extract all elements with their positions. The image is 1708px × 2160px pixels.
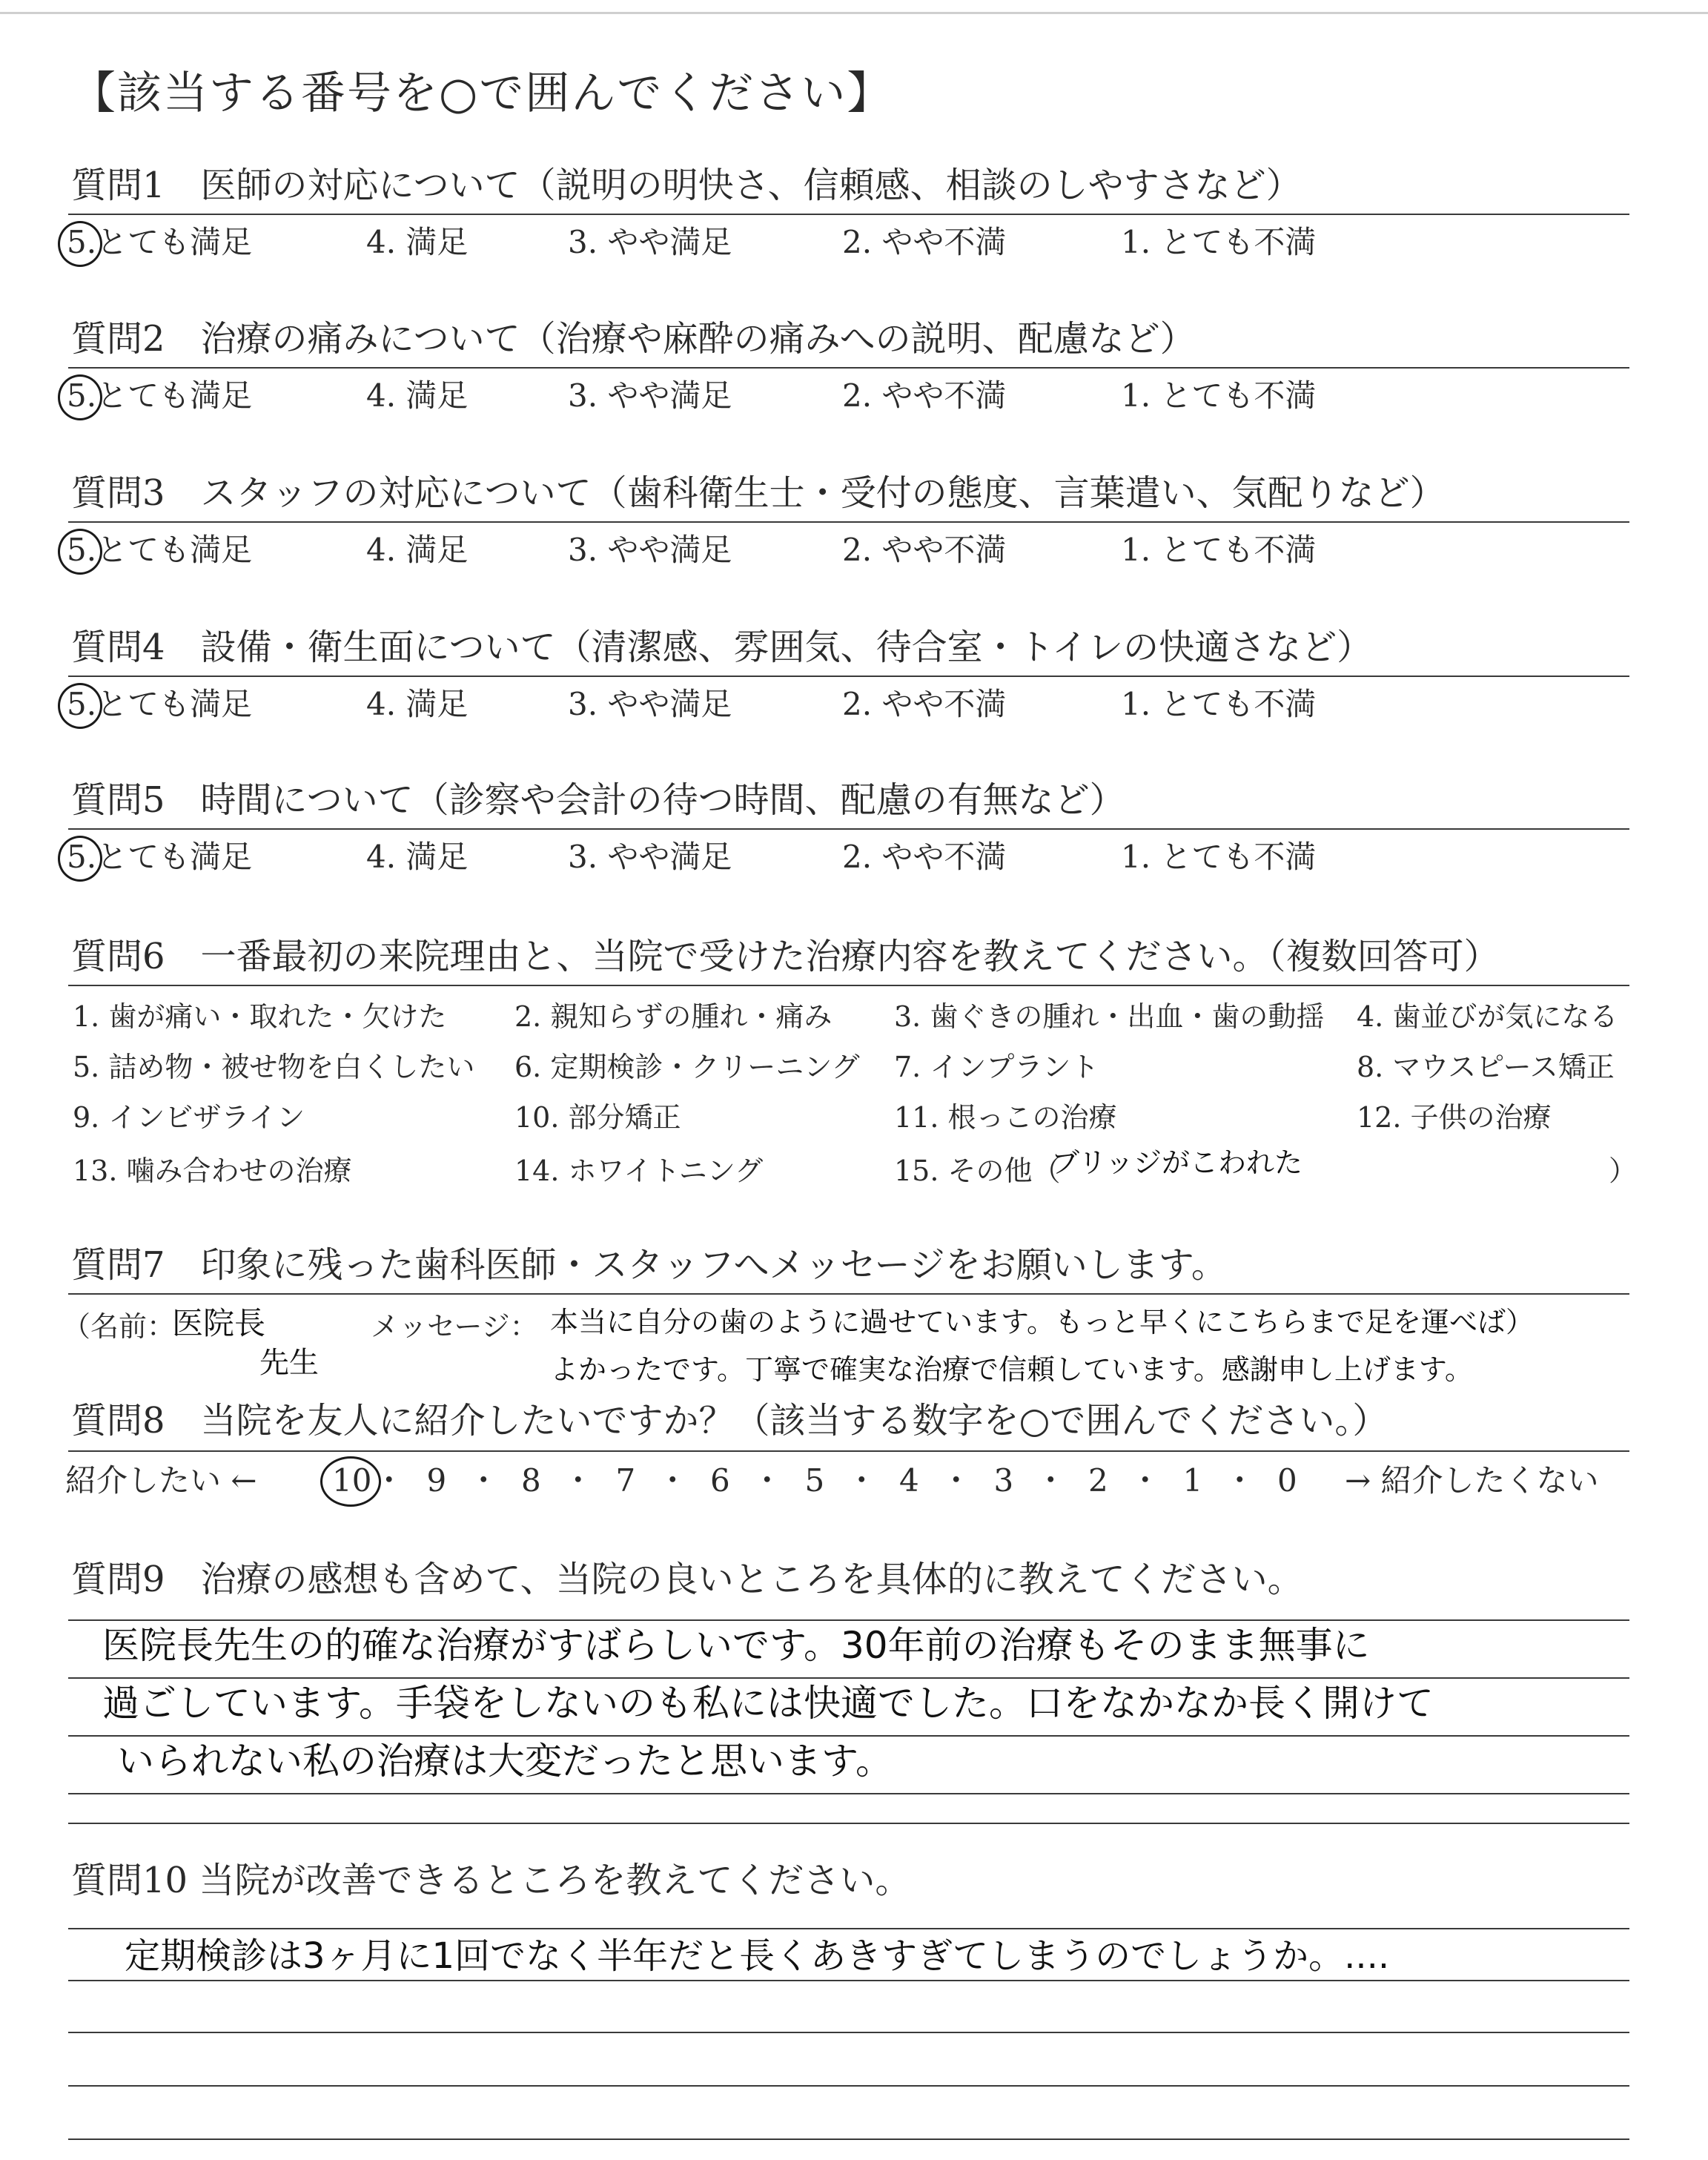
q2-option-4[interactable]: 4. 満足	[366, 377, 469, 414]
q7-name-label: （名前：	[62, 1310, 176, 1343]
q9-rule-5	[68, 1823, 1629, 1824]
q5-option-5[interactable]: 5.とても満足	[67, 839, 253, 875]
q6-option[interactable]: 7. インプラント	[894, 1051, 1099, 1083]
q8-scale-value[interactable]: 9	[426, 1462, 447, 1499]
q8-scale-separator: ・	[657, 1462, 689, 1499]
q5-option-3[interactable]: 3. やや満足	[568, 839, 732, 875]
q8-scale-value[interactable]: 1	[1182, 1462, 1203, 1499]
q3-option-5[interactable]: 5.とても満足	[67, 532, 253, 568]
q8-scale-separator: ・	[751, 1462, 783, 1499]
q6-option[interactable]: 2. 親知らずの腫れ・痛み	[514, 1000, 833, 1033]
q7-name-value[interactable]: 医院長	[172, 1305, 266, 1341]
q7-name-value-suffix[interactable]: 先生	[259, 1346, 319, 1380]
q6-other-answer[interactable]: ブリッジがこわれた	[1051, 1146, 1302, 1179]
q9-rule-4	[68, 1793, 1629, 1794]
q1-label: 質問1 医師の対応について（説明の明快さ、信頼感、相談のしやすさなど）	[71, 165, 1302, 206]
q4-option-3[interactable]: 3. やや満足	[568, 686, 732, 722]
page-title: 【該当する番号を○で囲んでください】	[71, 67, 893, 119]
q5-rule	[68, 828, 1629, 830]
q5-option-1[interactable]: 1. とても不満	[1121, 839, 1317, 875]
q10-rule-1	[68, 1928, 1629, 1929]
q5-selected-circle	[58, 836, 102, 882]
q6-other-close: ）	[1609, 1155, 1638, 1187]
q8-scale-separator: ・	[846, 1462, 878, 1499]
q3-rule	[68, 521, 1629, 523]
q8-scale-value[interactable]: 4	[899, 1462, 919, 1499]
top-edge-line	[0, 12, 1708, 14]
q5-label: 質問5 時間について（診察や会計の待つ時間、配慮の有無など）	[71, 779, 1125, 821]
q9-label: 質問9 治療の感想も含めて、当院の良いところを具体的に教えてください。	[71, 1559, 1303, 1600]
q3-option-3[interactable]: 3. やや満足	[568, 532, 732, 568]
q6-option[interactable]: 9. インビザライン	[73, 1101, 305, 1134]
q9-rule-3	[68, 1735, 1629, 1737]
q10-rule-5	[68, 2138, 1629, 2140]
q9-rule-2	[68, 1677, 1629, 1679]
q8-scale-separator: ・	[373, 1462, 405, 1499]
q8-right-label: → 紹介したくない	[1345, 1462, 1599, 1499]
q6-option[interactable]: 14. ホワイトニング	[514, 1155, 764, 1187]
q4-rule	[68, 676, 1629, 677]
q7-message-line2[interactable]: よかったです。丁寧で確実な治療で信頼しています。感謝申し上げます。	[550, 1353, 1473, 1386]
q3-option-4[interactable]: 4. 満足	[366, 532, 469, 568]
q6-option[interactable]: 10. 部分矯正	[514, 1101, 681, 1134]
q8-scale-separator: ・	[1035, 1462, 1067, 1499]
q6-option[interactable]: 6. 定期検診・クリーニング	[514, 1051, 860, 1083]
q5-option-4[interactable]: 4. 満足	[366, 839, 469, 875]
q9-answer-line1[interactable]: 医院長先生の的確な治療がすばらしいです。30年前の治療もそのまま無事に	[102, 1624, 1370, 1667]
q8-scale-separator: ・	[1224, 1462, 1256, 1499]
q10-rule-4	[68, 2085, 1629, 2087]
q10-rule-3	[68, 2032, 1629, 2033]
q8-label: 質問8 当院を友人に紹介したいですか？（該当する数字を○で囲んでください。）	[71, 1400, 1388, 1441]
q6-option[interactable]: 8. マウスピース矯正	[1357, 1051, 1615, 1083]
q2-option-1[interactable]: 1. とても不満	[1121, 377, 1317, 414]
q6-label: 質問6 一番最初の来院理由と、当院で受けた治療内容を教えてください。（複数回答可）	[71, 936, 1500, 977]
q1-option-4[interactable]: 4. 満足	[366, 224, 469, 260]
q10-answer-line1[interactable]: 定期検診は3ヶ月に1回でなく半年だと長くあきすぎてしまうのでしょうか。....	[125, 1935, 1390, 1977]
q1-selected-circle	[58, 221, 102, 267]
q6-option[interactable]: 15. その他（	[894, 1155, 1061, 1187]
q8-rule	[68, 1450, 1629, 1452]
q8-scale-separator: ・	[1129, 1462, 1161, 1499]
q3-option-2[interactable]: 2. やや不満	[842, 532, 1007, 568]
q9-rule-1	[68, 1619, 1629, 1621]
q2-rule	[68, 367, 1629, 369]
q10-rule-2	[68, 1980, 1629, 1981]
q2-option-5[interactable]: 5.とても満足	[67, 377, 253, 414]
q1-option-5[interactable]: 5.とても満足	[67, 224, 253, 260]
q2-option-3[interactable]: 3. やや満足	[568, 377, 732, 414]
q6-option[interactable]: 11. 根っこの治療	[894, 1101, 1117, 1134]
q1-option-3[interactable]: 3. やや満足	[568, 224, 732, 260]
q4-option-5[interactable]: 5.とても満足	[67, 686, 253, 722]
q6-option[interactable]: 1. 歯が痛い・取れた・欠けた	[73, 1000, 447, 1033]
q2-selected-circle	[58, 374, 102, 420]
q8-scale-value[interactable]: 8	[521, 1462, 541, 1499]
q8-selected-circle	[320, 1456, 381, 1507]
q2-label: 質問2 治療の痛みについて（治療や麻酔の痛みへの説明、配慮など）	[71, 318, 1196, 360]
q4-option-1[interactable]: 1. とても不満	[1121, 686, 1317, 722]
q4-selected-circle	[58, 683, 102, 729]
q7-message-line1[interactable]: 本当に自分の歯のように過せています。もっと早くにこちらまで足を運べば）	[550, 1306, 1534, 1338]
q6-option[interactable]: 4. 歯並びが気になる	[1357, 1000, 1618, 1033]
q6-rule	[68, 985, 1629, 986]
q3-selected-circle	[58, 529, 102, 575]
q6-option[interactable]: 5. 詰め物・被せ物を白くしたい	[73, 1051, 475, 1083]
q10-label: 質問10 当院が改善できるところを教えてください。	[71, 1860, 911, 1901]
q6-option[interactable]: 12. 子供の治療	[1357, 1101, 1552, 1134]
q1-option-1[interactable]: 1. とても不満	[1121, 224, 1317, 260]
q8-scale-separator: ・	[468, 1462, 500, 1499]
q6-option[interactable]: 3. 歯ぐきの腫れ・出血・歯の動揺	[894, 1000, 1325, 1033]
q1-option-2[interactable]: 2. やや不満	[842, 224, 1007, 260]
q4-option-4[interactable]: 4. 満足	[366, 686, 469, 722]
q9-answer-line3[interactable]: いられない私の治療は大変だったと思います。	[117, 1740, 893, 1783]
q7-message-label: メッセージ：	[371, 1310, 538, 1343]
q8-scale-value[interactable]: 0	[1277, 1462, 1297, 1499]
q9-answer-line2[interactable]: 過ごしています。手袋をしないのも私には快適でした。口をなかなか長く開けて	[102, 1682, 1434, 1725]
q8-scale-value[interactable]: 10	[332, 1462, 372, 1499]
q8-scale-value[interactable]: 6	[710, 1462, 730, 1499]
q5-option-2[interactable]: 2. やや不満	[842, 839, 1007, 875]
q7-rule	[68, 1293, 1629, 1295]
q3-label: 質問3 スタッフの対応について（歯科衛生士・受付の態度、言葉遣い、気配りなど）	[71, 472, 1446, 514]
q8-left-label: 紹介したい ←	[65, 1462, 257, 1499]
q8-scale-value[interactable]: 3	[993, 1462, 1014, 1499]
q4-label: 質問4 設備・衛生面について（清潔感、雰囲気、待合室・トイレの快適さなど）	[71, 627, 1373, 668]
q8-scale-separator: ・	[562, 1462, 594, 1499]
q8-scale-value[interactable]: 7	[615, 1462, 636, 1499]
q2-option-2[interactable]: 2. やや不満	[842, 377, 1007, 414]
q8-scale-value[interactable]: 5	[804, 1462, 825, 1499]
q6-option[interactable]: 13. 噛み合わせの治療	[73, 1155, 352, 1187]
q8-scale-separator: ・	[940, 1462, 972, 1499]
q4-option-2[interactable]: 2. やや不満	[842, 686, 1007, 722]
q7-label: 質問7 印象に残った歯科医師・スタッフへメッセージをお願いします。	[71, 1244, 1227, 1286]
q3-option-1[interactable]: 1. とても不満	[1121, 532, 1317, 568]
q8-scale-value[interactable]: 2	[1088, 1462, 1108, 1499]
q1-rule	[68, 214, 1629, 215]
